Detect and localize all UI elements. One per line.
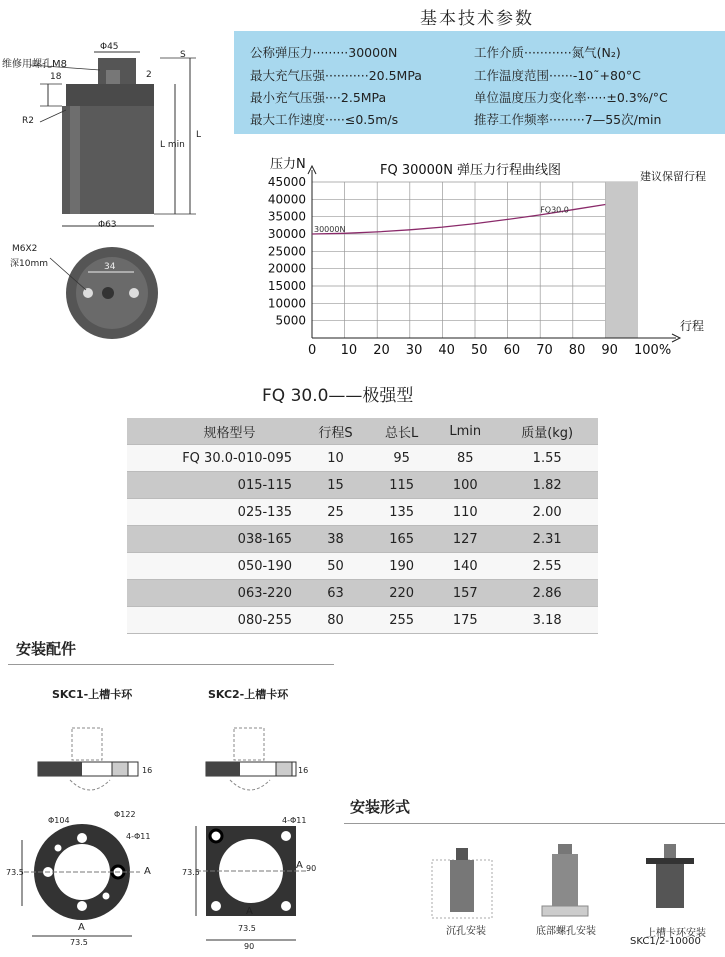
table-row [127, 499, 598, 526]
mark-a-skc1-bottom: A [78, 922, 85, 933]
skc1-bolt-hole-5 [55, 845, 62, 852]
table-title: FQ 30.0——极强型 [262, 386, 414, 406]
bottom-hole-left [83, 288, 93, 298]
pressure-chart [230, 148, 725, 358]
skc2-side-ghost [234, 728, 264, 760]
table-row [127, 472, 598, 499]
bottom-hole-center [102, 287, 114, 299]
cell-stroke: 38 [327, 531, 344, 547]
cell-stroke: 50 [327, 558, 344, 574]
skc1-label: SKC1-上槽卡环 [52, 688, 133, 701]
dim-735-skc2-width: 73.5 [238, 924, 256, 933]
y-tick-label: 5000 [275, 313, 306, 328]
cell-length: 190 [389, 558, 415, 574]
dim-4d11-skc1: 4-Φ11 [126, 832, 151, 841]
skc2-side-fill [206, 762, 240, 776]
label-l: L [196, 130, 202, 140]
header-model: 规格型号 [203, 425, 256, 441]
cell-mass: 1.55 [532, 450, 562, 466]
install-3-ring [646, 858, 694, 864]
chart-title: FQ 30000N 弹压力行程曲线图 [380, 163, 562, 178]
dim-735-skc2-height: 73.5 [182, 868, 200, 877]
table-row [127, 445, 598, 472]
dim-735-skc1-width: 73.5 [70, 938, 88, 947]
x-tick-label: 20 [373, 343, 390, 358]
install-svg [420, 840, 725, 920]
cell-model: 038-165 [237, 531, 292, 547]
x-tick-label: 0 [308, 343, 317, 358]
skc2-corner-hole-2 [281, 831, 291, 841]
install-label-top-ring: 上槽卡环安装 [646, 928, 706, 939]
x-tick-label: 100% [634, 343, 672, 358]
x-tick-label: 40 [438, 343, 455, 358]
table-row [127, 526, 598, 553]
dim-16-skc2: 16 [298, 766, 309, 775]
x-tick-label: 90 [601, 343, 618, 358]
cell-lmin: 127 [452, 531, 478, 547]
install-2-body [552, 854, 578, 906]
skc1-bolt-hole-4 [77, 901, 87, 911]
y-tick-label: 45000 [267, 175, 306, 189]
skc1-side-arc [70, 780, 110, 790]
label-s: S [180, 50, 186, 60]
skc2-label: SKC2-上槽卡环 [208, 688, 289, 701]
chart-grid [312, 182, 638, 338]
header-lmin: Lmin [449, 423, 482, 439]
cell-model: FQ 30.0-010-095 [182, 450, 292, 466]
chart-svg [230, 148, 725, 358]
chart-x-ticks [308, 343, 671, 358]
header-length: 总长L [384, 425, 419, 441]
cylinder-drawing [0, 0, 234, 350]
accessories-title: 安装配件 [16, 640, 77, 658]
cell-stroke: 10 [327, 450, 344, 466]
dim-16-skc1: 16 [142, 766, 153, 775]
y-tick-label: 15000 [267, 279, 306, 293]
cell-stroke: 80 [327, 612, 344, 628]
label-d63: Φ63 [98, 220, 117, 230]
cell-stroke: 25 [327, 504, 344, 520]
cell-lmin: 157 [452, 585, 478, 601]
cell-mass: 2.00 [532, 504, 562, 520]
skc1-side-ghost [72, 728, 102, 760]
table-row [127, 553, 598, 580]
install-3-cap [664, 844, 676, 858]
spec-row-1-right: 工作介质············氮气(N₂) [474, 45, 621, 60]
dim-90-skc2-height: 90 [306, 864, 317, 873]
spec-title: 基本技术参数 [420, 9, 534, 29]
y-tick-label: 10000 [267, 296, 306, 311]
spec-row-2-left: 最大充气压强···········20.5MPa [250, 68, 422, 83]
x-tick-label: 80 [568, 343, 586, 358]
y-tick-label: 35000 [267, 209, 306, 224]
install-title: 安装形式 [350, 798, 411, 816]
label-18: 18 [50, 72, 62, 82]
label-r2: R2 [22, 116, 34, 126]
label-34: 34 [104, 262, 116, 272]
mark-a-skc2-bottom: A [246, 906, 253, 917]
spec-row-4-left: 最大工作速度·····≤0.5m/s [250, 112, 399, 127]
cell-lmin: 140 [452, 558, 478, 574]
x-tick-label: 10 [340, 343, 358, 358]
bottom-hole-right [129, 288, 139, 298]
label-lmin: L min [160, 140, 185, 150]
install-2-cap [558, 844, 572, 854]
cell-length: 220 [389, 585, 415, 601]
cell-mass: 2.55 [532, 558, 562, 574]
label-d45: Φ45 [100, 42, 119, 52]
skc1-side-hatch [112, 762, 128, 776]
skc2-side-hatch [276, 762, 292, 776]
dim-d122: Φ122 [114, 810, 136, 819]
reserved-stroke-label: 建议保留行程 [640, 170, 706, 183]
cell-length: 115 [389, 477, 415, 493]
skc1-bolt-hole-6 [103, 893, 110, 900]
cell-lmin: 85 [456, 450, 474, 466]
cell-model: 050-190 [237, 558, 292, 574]
cell-length: 165 [389, 531, 415, 547]
spec-row-2-right: 工作温度范围······-10˜+80°C [474, 68, 641, 83]
cell-model: 025-135 [237, 504, 292, 520]
dim-d104: Φ104 [48, 816, 70, 825]
table-row [127, 607, 598, 634]
label-m6: M6X2 [12, 244, 38, 254]
x-tick-label: 60 [503, 343, 521, 358]
cell-mass: 2.31 [532, 531, 562, 547]
body-highlight [70, 106, 80, 214]
skc1-bolt-hole-3 [77, 833, 87, 843]
install-label-bottom-screw: 底部螺孔安装 [536, 926, 596, 937]
install-label-model: SKC1/2-10000 [630, 936, 701, 947]
spec-row-3-left: 最小充气压强····2.5MPa [250, 90, 387, 105]
annotation-fq30: FQ30.0 [540, 205, 569, 215]
spec-row-1-left: 公称弹压力·········30000N [250, 45, 398, 60]
cell-stroke: 15 [327, 477, 344, 493]
accessories-svg [0, 700, 340, 953]
skc2-side-arc [230, 780, 270, 790]
table-row [127, 580, 598, 607]
chart-x-label: 行程 [680, 319, 705, 333]
cell-length: 135 [389, 504, 415, 520]
y-tick-label: 40000 [267, 192, 306, 207]
install-drawing [420, 840, 725, 920]
accessories-divider [8, 664, 334, 665]
cell-model: 015-115 [237, 477, 292, 493]
table-header-row [127, 418, 598, 445]
cap-notch [106, 70, 120, 84]
x-tick-label: 50 [471, 343, 488, 358]
cylinder-svg [0, 0, 234, 350]
y-tick-label: 25000 [267, 244, 306, 259]
install-1-body [450, 860, 474, 912]
x-tick-label: 30 [405, 343, 423, 358]
label-2: 2 [146, 70, 152, 80]
cell-stroke: 63 [327, 585, 344, 601]
mark-a-skc1-right: A [144, 866, 151, 877]
cell-mass: 3.18 [532, 612, 562, 628]
spec-box [234, 31, 725, 134]
cell-lmin: 175 [452, 612, 478, 628]
install-1-cap [456, 848, 468, 860]
dim-4d11-skc2: 4-Φ11 [282, 816, 307, 825]
y-tick-label: 20000 [267, 261, 306, 276]
y-tick-label: 30000 [267, 227, 306, 241]
header-stroke: 行程S [318, 425, 353, 441]
install-divider [344, 823, 725, 824]
skc1-side-fill [38, 762, 82, 776]
cell-lmin: 110 [452, 504, 478, 520]
spec-row-3-right: 单位温度压力变化率·····±0.3%/°C [474, 90, 668, 105]
install-label-counterbore: 沉孔安装 [446, 926, 486, 937]
cell-length: 95 [393, 450, 410, 466]
cell-model: 063-220 [237, 585, 292, 601]
chart-y-ticks [268, 175, 306, 328]
label-depth: 深10mm [10, 259, 48, 269]
install-3-body [656, 858, 684, 908]
cell-length: 255 [389, 612, 415, 628]
spec-row-4-right: 推荐工作频率·········7—55次/min [474, 112, 662, 127]
skc2-corner-hole-3 [211, 901, 221, 911]
x-tick-label: 70 [536, 343, 553, 358]
reserved-stroke-band [605, 182, 638, 338]
cylinder-collar [66, 84, 154, 106]
accessories-drawing [0, 700, 340, 953]
cell-mass: 2.86 [532, 585, 562, 601]
spec-table [127, 418, 598, 634]
dim-90-skc2-width: 90 [244, 942, 255, 951]
mark-a-skc2-right: A [296, 860, 303, 871]
cell-lmin: 100 [452, 477, 478, 493]
skc2-corner-hole-1 [210, 830, 222, 842]
header-mass: 质量(kg) [521, 425, 574, 441]
install-2-base [542, 906, 588, 916]
cell-mass: 1.82 [532, 477, 562, 493]
chart-y-label: 压力N [270, 157, 306, 172]
cell-model: 080-255 [237, 612, 292, 628]
label-m8: 维修用螺孔M8 [2, 59, 67, 70]
dim-735-skc1-height: 73.5 [6, 868, 24, 877]
skc2-corner-hole-4 [281, 901, 291, 911]
annotation-30000n: 30000N [314, 225, 346, 234]
